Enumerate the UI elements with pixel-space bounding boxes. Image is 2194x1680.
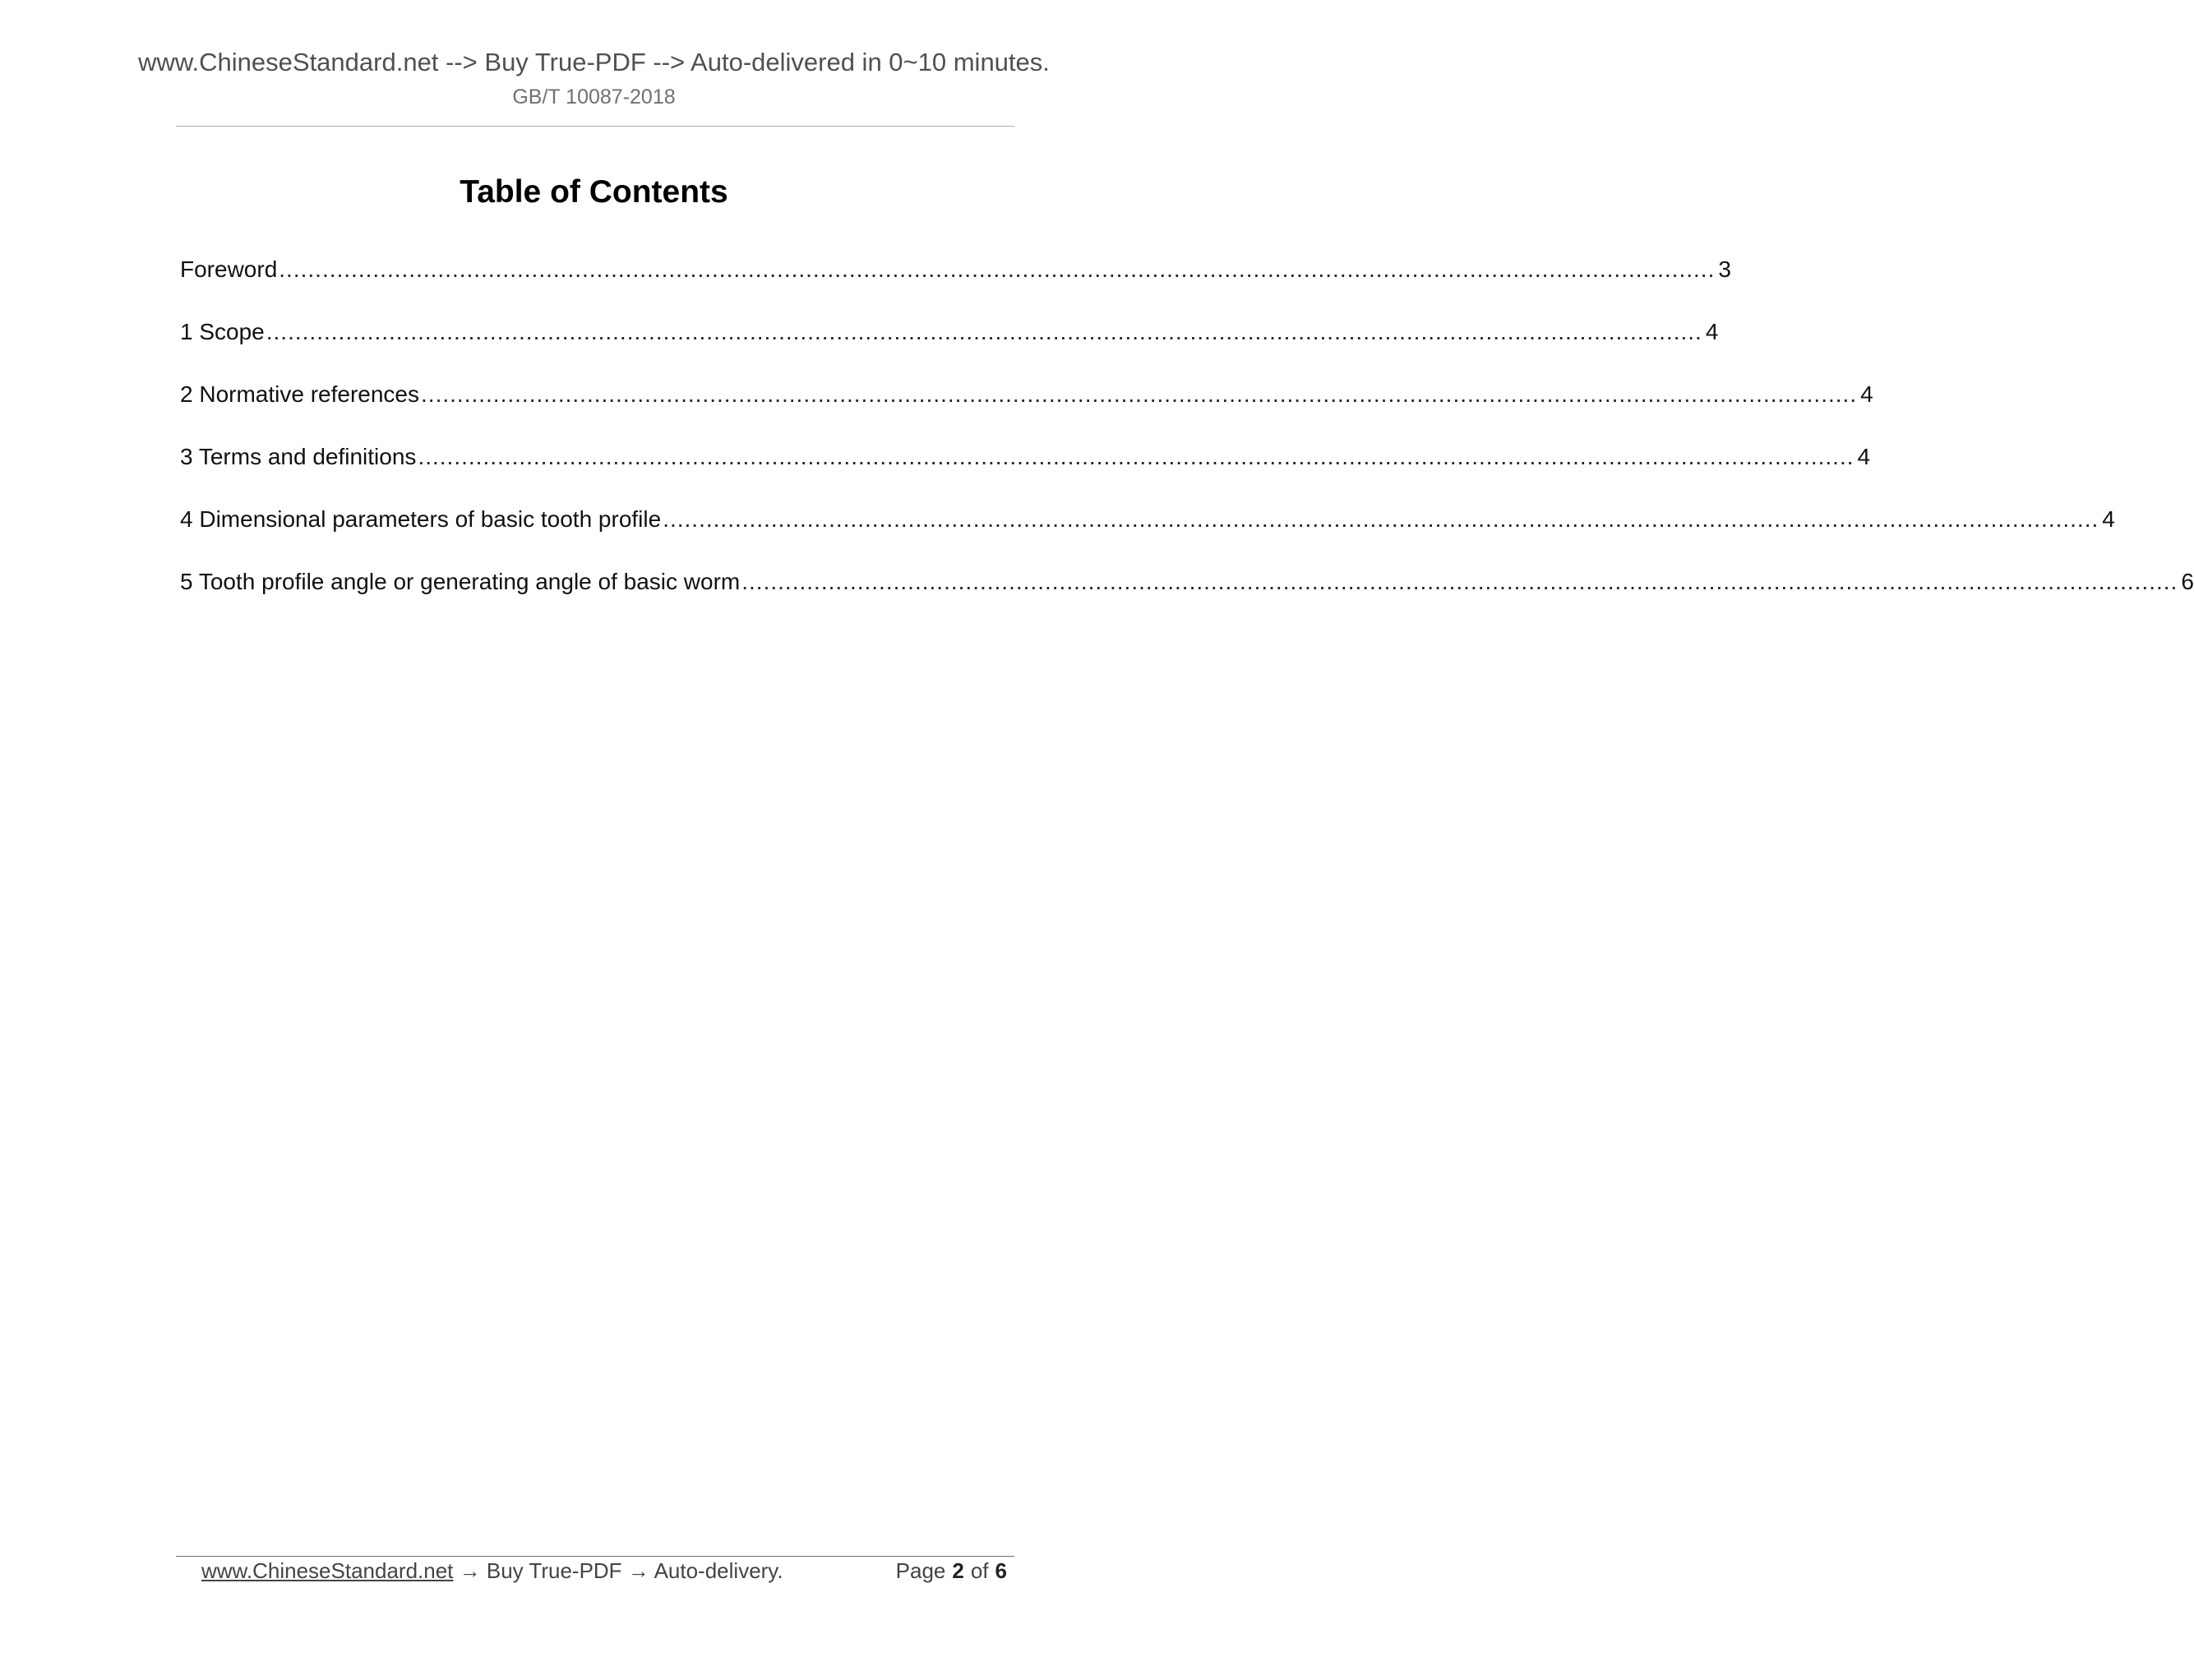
page-number xyxy=(896,1558,1007,1584)
toc-entry-page: 6 xyxy=(2181,569,2194,594)
toc-entry-page: 3 xyxy=(1718,256,1731,282)
toc-dot-leader: ....................................................................................................................................................................................................... xyxy=(741,569,2178,594)
footer-divider xyxy=(176,1556,1014,1557)
toc-entry-label: 3 Terms and definitions xyxy=(180,444,417,469)
toc-dot-leader: ....................................................................................................................................................................................................... xyxy=(279,256,1716,282)
toc-entry-scope[interactable] xyxy=(180,319,1719,381)
toc-entry-foreword[interactable] xyxy=(180,256,1731,319)
toc-dot-leader: ....................................................................................................................................................................................................... xyxy=(418,444,1855,469)
header-divider xyxy=(176,126,1014,127)
page-word: Page xyxy=(895,1558,946,1583)
table-of-contents xyxy=(180,256,2194,631)
toc-entry-page: 4 xyxy=(1857,444,1871,469)
toc-entry-label: 4 Dimensional parameters of basic tooth profile xyxy=(180,506,662,532)
toc-entry-dimensional-parameters[interactable] xyxy=(180,506,2115,569)
footer-site-link[interactable]: www.ChineseStandard.net xyxy=(201,1558,454,1583)
of-word: of xyxy=(970,1558,989,1583)
total-pages: 6 xyxy=(995,1558,1007,1583)
toc-dot-leader: ....................................................................................................................................................................................................... xyxy=(663,506,2099,532)
toc-entry-terms-definitions[interactable] xyxy=(180,444,1871,506)
toc-entry-label: 2 Normative references xyxy=(180,381,420,407)
toc-entry-page: 4 xyxy=(1705,319,1719,344)
footer-left xyxy=(201,1558,783,1584)
header-banner: www.ChineseStandard.net --> Buy True-PDF --> Auto-delivered in 0~10 minutes. xyxy=(138,48,1050,76)
toc-entry-label: 5 Tooth profile angle or generating angle of basic worm xyxy=(180,569,741,594)
footer-text: → Buy True-PDF → Auto-delivery. xyxy=(453,1558,783,1583)
toc-dot-leader: ....................................................................................................................................................................................................... xyxy=(421,381,1858,407)
toc-entry-page: 4 xyxy=(2102,506,2115,532)
toc-entry-normative-references[interactable] xyxy=(180,381,1873,444)
toc-entry-tooth-profile-angle[interactable] xyxy=(180,569,2194,631)
current-page: 2 xyxy=(952,1558,964,1583)
toc-entry-page: 4 xyxy=(1860,381,1873,407)
toc-entry-label: Foreword xyxy=(180,256,278,282)
toc-dot-leader: ....................................................................................................................................................................................................... xyxy=(266,319,1702,344)
document-code: GB/T 10087-2018 xyxy=(512,85,676,108)
toc-entry-label: 1 Scope xyxy=(180,319,265,344)
page-title: Table of Contents xyxy=(460,174,728,210)
